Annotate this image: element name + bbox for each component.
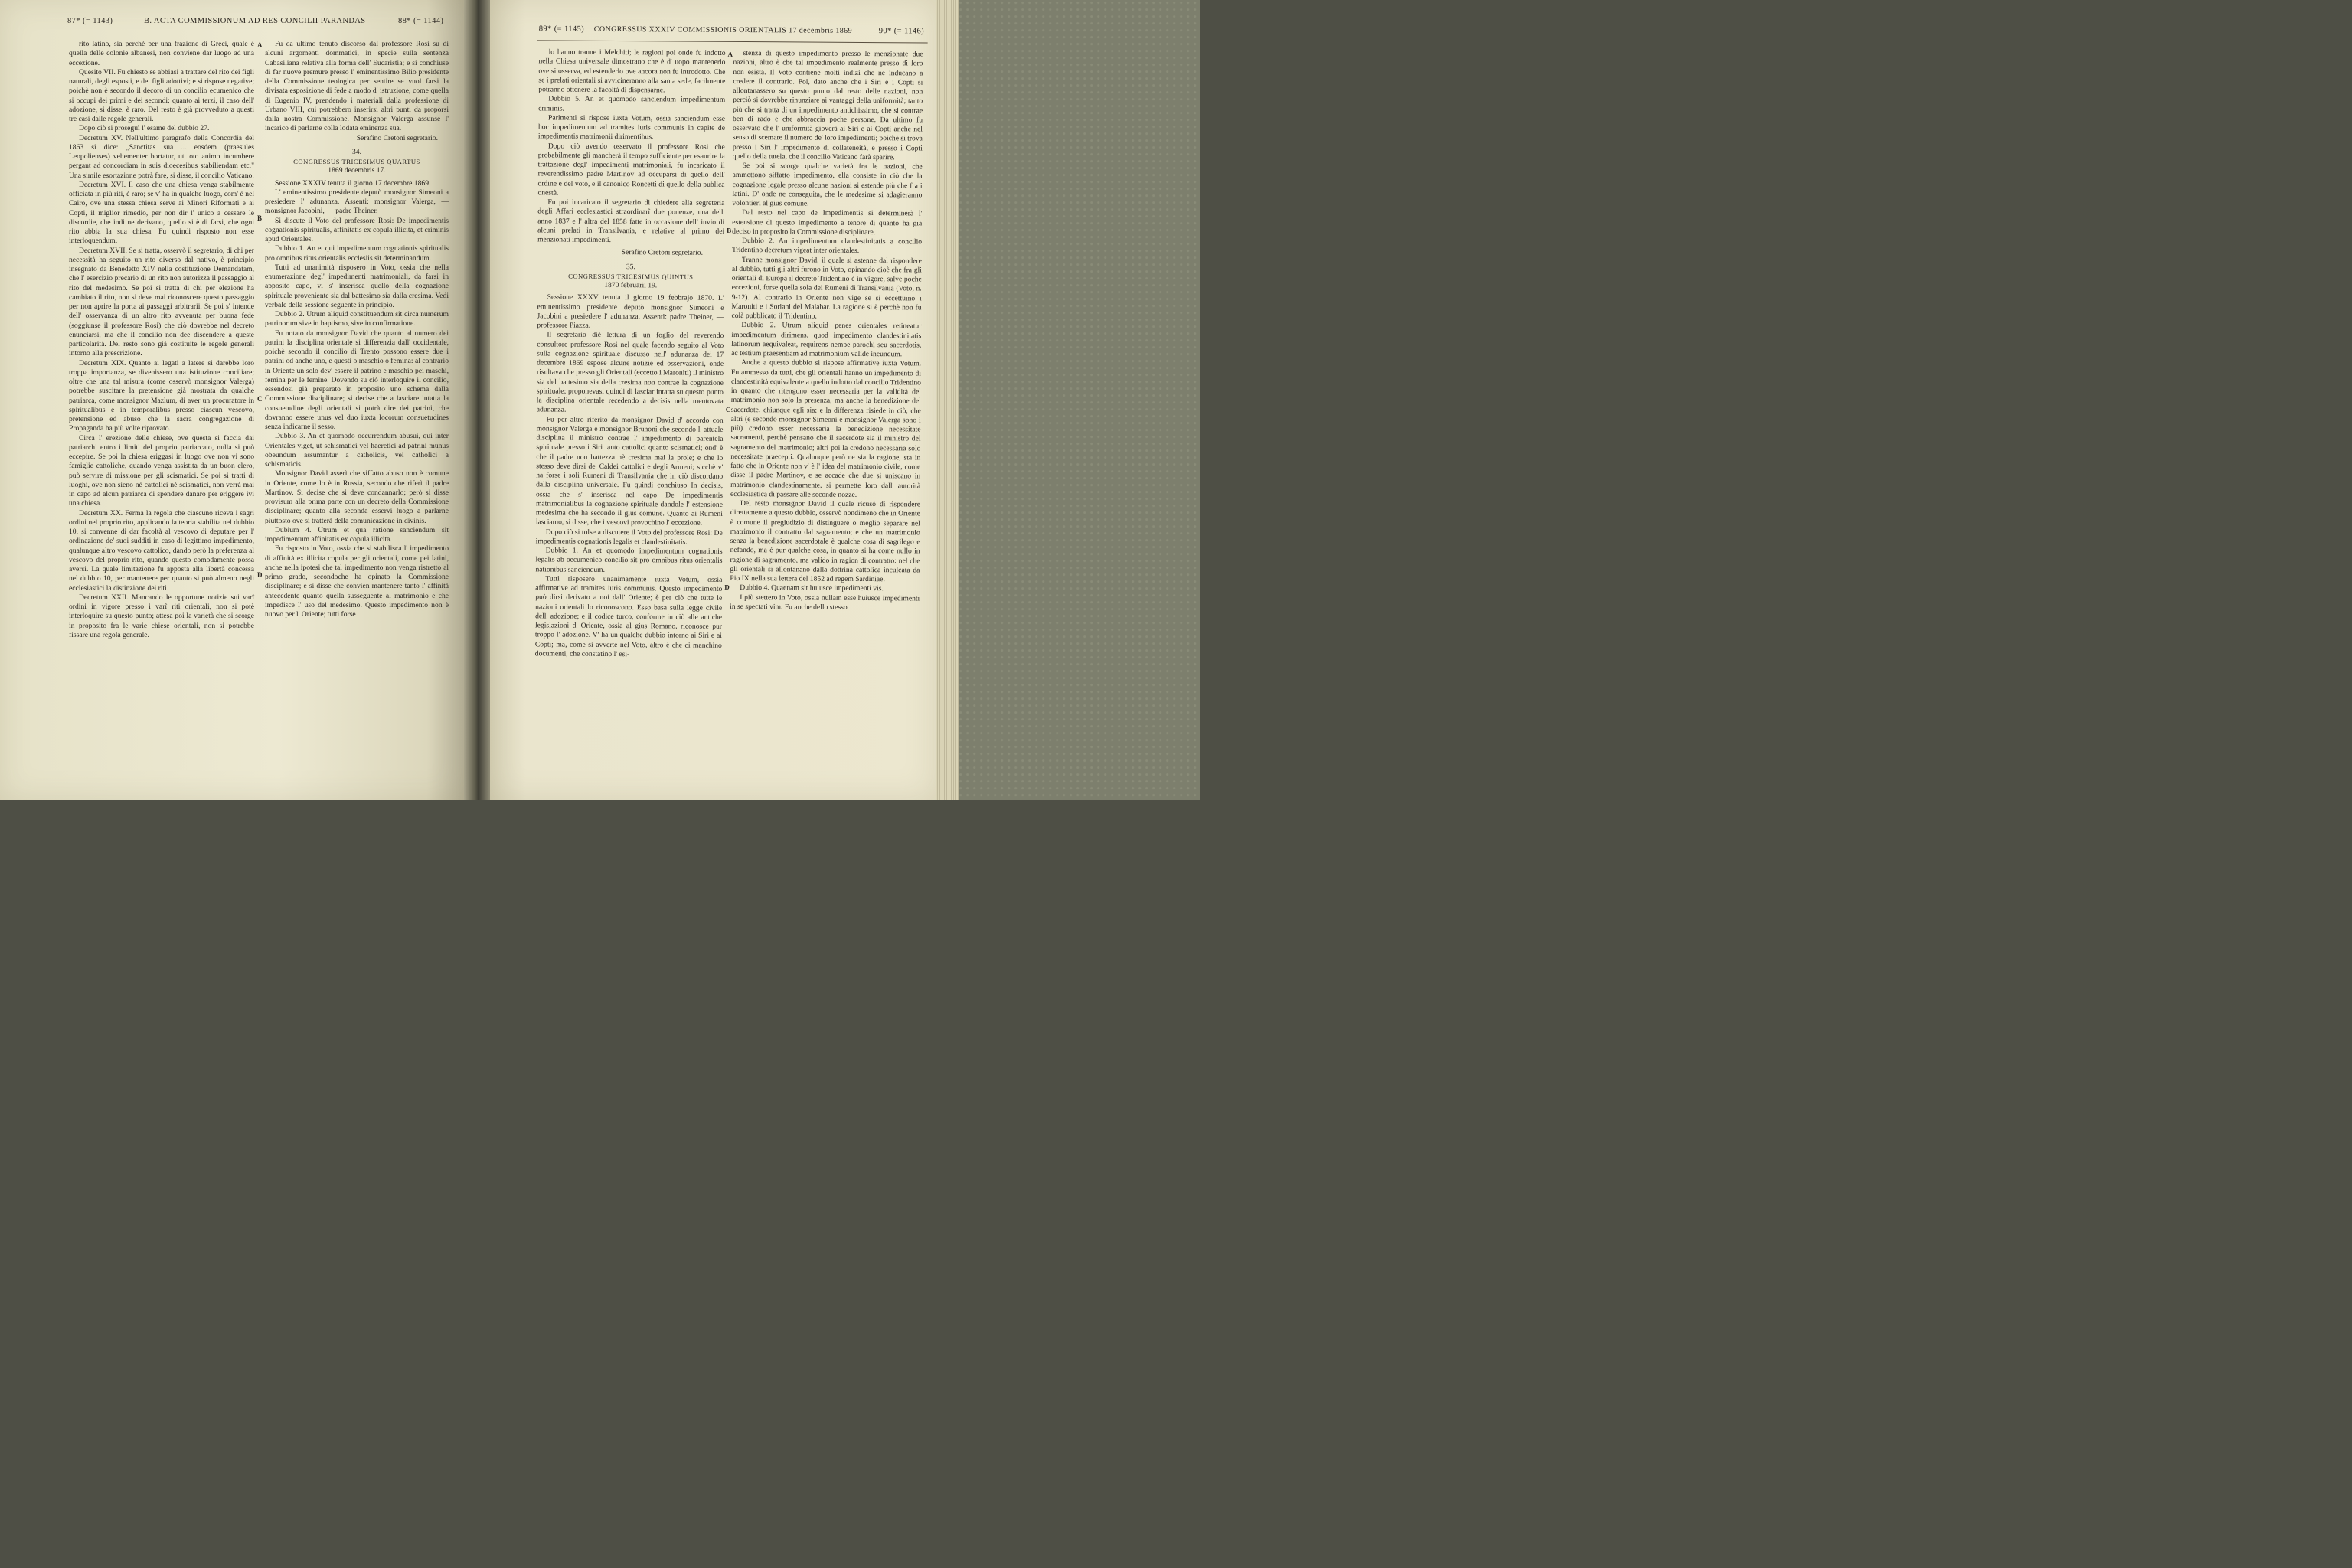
signature: Serafino Cretoni segretario. [621,248,704,257]
paragraph: L' eminentissimo presidente deputò monsignor Simeoni a presiedere l' adunanza. Assenti: monsignor Valerga, — monsignor Jacobini, — padre Theiner. [265,188,449,216]
session-title: CONGRESSUS TRICESIMUS QUINTUS [568,272,694,281]
paragraph: I più stettero in Voto, ossia nullam esse huiusce impedimenti in se spectati vim. Fu anche dello stesso [730,593,920,612]
paragraph: Fu risposto in Voto, ossia che si stabilisca l' impedimento di affinità ex illicita copula per gli orientali, come pei latini, anche nella ipotesi che tal impedimento non venga ristretto al primo grado, secondoche ha opinato la Commissione disciplinare; e si disse che convien mantenere tanto l' affinità antecedente quanto quella susseguente al matrimonio e che impedisce l' uso del medesimo. Questo impedimento non è nuovo per l' Oriente; tutti forse [265,544,449,619]
margin-letter-b: B [727,226,732,234]
margin-letter-a: A [257,41,263,49]
paragraph: rito latino, sia perchè per una frazione di Greci, quale è quella delle colonie albanesi, non conviene dar luogo ad una eccezione. [69,40,254,67]
paragraph: lo hanno tranne i Melchiti; le ragioni poi onde fu indotto nella Chiesa universale dimostrano che è d' uopo mantenerlo ove si osserva, ed estenderlo ove ancora non fu introdotto. Che se i prelati orientali si avvicineranno alla santa sede, facilmente potranno ottenere la facoltà di dispensarne. [538,47,726,95]
session-date: 1869 decembris 17. [328,166,386,175]
book-cover [959,0,1200,800]
page-edges [936,0,959,800]
paragraph: Sessione XXXV tenuta il giorno 19 febbrajo 1870. L' eminentissimo presidente deputò monsignor Simeoni e Jacobini a presiedere l' adunanza. Assenti: padre Theiner, — professore Piazza. [537,292,724,330]
paragraph: Anche a questo dubbio si rispose affirmative iuxta Votum. Fu ammesso da tutti, che gli orientali hanno un impedimento di clandestinità equivalente a quello indotto dal concilio Tridentino in quanto che ritengono esser necessaria per la validità del matrimonio non solo la presenza, ma anche la benedizione del sacerdote, chiunque egli sia; e la differenza risiede in ciò, che altri (e secondo monsignor Simeoni e monsignor Valerga sono i più) credono esser necessaria la benedizione necessitate sacramenti, perchè pensano che il sacerdote sia il ministro del sagramento del matrimonio; altri poi la credono necessaria solo necessitate praecepti. Qualunque però ne sia la ragione, sta in fatto che in Oriente non v' è l' idea del matrimonio civile, come disse il padre Martinov, e se accade che due si uniscano in matrimonio clandestinamente, si permette loro dall' autorità ecclesiastica di passare alle seconde nozze. [730,358,922,499]
margin-letter-c: C [257,395,263,403]
margin-letter-d: D [257,571,263,579]
paragraph: Fu da ultimo tenuto discorso dal professore Rosi su di alcuni argomenti dommatici, in specie sulla sentenza Cabasiliana relativa alla forma dell' Eucaristia; e si conchiuse di far nuove premure presso l' eminentissimo Bilio presidente della Commissione teologica per sentire se vuol farsi la divisata esposizione di fede a modo d' istruzione, come quella di Eugenio IV, prendendo i materiali dalla professione di Urbano VIII, cui potrebbero inserirsi altri punti da proporsi dalla nostra Commissione. Monsignor Valerga assunse l' incarico di parlarne colla lodata eminenza sua. [265,40,449,133]
paragraph: Dopo ciò si proseguì l' esame del dubbio 27. [79,124,210,133]
paragraph: Decretum XXII. Mancando le opportune notizie sui varî ordini in vigore presso i varî riti orientali, non si potè interloquire su questo punto; attesa poi la varietà che si scorge in proposito fra le varie chiese orientali, non si potrebbe fissare una regola generale. [69,593,254,639]
session-date: 1870 februarii 19. [604,280,658,290]
page-number-right: 90* (= 1146) [878,27,925,36]
paragraph: Circa l' erezione delle chiese, ove questa si faccia dai patriarchi entro i limiti del proprio patriarcato, nulla si può eccepire. Se poi la chiesa eriggasi in luogo ove non vi sono famiglie cattoliche, quando venga assistita da un buon clero, può servire di missione per gli scismatici. Se poi si tratti di luoghi, ove non sieno nè cattolici nè scismatici, non verrà mai in capo ad alcun patriarca di spendere danaro per eriggere ivi una chiesa. [69,433,254,508]
right-page [490,0,936,800]
left-column-1 [69,40,254,640]
paragraph: Si discute il Voto del professore Rosi: De impedimentis cognationis spiritualis, affinitatis ex copula illicita, et criminis apud Orientales. [265,216,449,243]
paragraph: Decretum XX. Ferma la regola che ciascuno riceva i sagri ordini nel proprio rito, applicando la teoria stabilita nel dubbio 10, si convenne di dar facoltà al vescovo di deputare per l' ordinazione de' suoi sudditi in caso di legittimo impedimento, qualunque altro vescovo cattolico, dando però la preferenza al vescovo del proprio rito, quando questo comodamente possa aversi. La quale limitazione fu apposta alla libertà concessa nel dubbio 10, per mantenere per quanto si può almeno negli ecclesiastici la distinzione dei riti. [69,508,254,593]
paragraph: Parimenti si rispose iuxta Votum, ossia sanciendum esse hoc impedimentum ad tramites iuris communis in capite de impedimentis matrimonii dirimentibus. [537,113,726,142]
paragraph: Dubbio 2. An impedimentum clandestinitatis a concilio Tridentino decretum vigeat inter orientales. [731,237,923,256]
paragraph: Fu poi incaricato il segretario di chiedere alla segreteria degli Affari ecclesiastici straordinarî due ponenze, una dell' anno 1837 e l' altra del 1858 fatte in occasione dell' invio di alcuni prelati in Transilvania, e relative al primo dei menzionati impedimenti. [537,198,725,244]
margin-letter-d: D [724,583,730,591]
left-column-2 [265,40,449,619]
page-number-left: 89* (= 1145) [538,24,585,34]
paragraph: Dopo ciò si tolse a discutere il Voto del professore Rosi: De impedimentis cognationis legalis et clandestinitatis. [535,527,723,547]
paragraph: Dubbio 2. Utrum aliquid constituendum sit circa numerum patrinorum sive in baptismo, sive in confirmatione. [265,310,449,328]
paragraph: Dubbio 5. An et quomodo sanciendum impedimentum criminis. [538,94,726,113]
paragraph: Sessione XXXIV tenuta il giorno 17 decembre 1869. [275,178,431,188]
page-number-right: 88* (= 1144) [398,17,444,25]
paragraph: Dubbio 1. An et qui impedimentum cognationis spiritualis pro omnibus ritus orientalis ecclesiis sit determinandum. [265,244,449,263]
paragraph: Decretum XV. Nell'ultimo paragrafo della Concordia del 1863 si dice: „Sanctitas sua ... eosdem (praesules Leopolienses) vehementer hortatur, ut toto animo incumbere pergant ad concordiam in suis dioecesibus stabiliendam etc." Una simile esortazione potrà fare, si disse, il concilio Vaticano. [69,133,254,180]
paragraph: Tutti ad unanimità risposero in Voto, ossia che nella enumerazione degl' impedimenti matrimoniali, da farsi in apposito capo, vi s' inserisca quello della cognazione spirituale proveniente sia dal battesimo sia dalla cresima. Vedi verbale della sessione seguente in principio. [265,263,449,309]
paragraph: Del resto monsignor David il quale ricusò di rispondere direttamente a questo dubbio, osservò nondimeno che in Oriente è comune il pregiudizio di distinguere o meglio separare nel matrimonio il contratto dal sagramento; e che un matrimonio senza la benedizione sacerdotale è qualche cosa di sagrilego e nefando, ma è pur qualche cosa, in quanto si ha come nullo in ragione di sagramento, ma valido in ragion di contratto: nel che gli orientali si allontanano dalla dottrina cattolica inculcata da Pio IX nella sua lettera del 1852 ad regem Sardiniae. [730,499,921,584]
paragraph: Dopo ciò avendo osservato il professore Rosi che probabilmente gli mancherà il tempo sufficiente per esaurire la trattazione degl' impedimenti matrimoniali, fu incaricato il reverendissimo padre Martinov ad occuparsi di quello dell' ordine e del voto, e il canonico Roncetti di quello della publica onestà. [537,141,725,198]
paragraph: Decretum XIX. Quanto ai legati a latere si darebbe loro troppa importanza, se divenissero una istituzione conciliare; oltre che una tal misura (come osservò monsignor Valerga) potrebbe suscitare la pretensione già mostrata da qualche patriarca, come monsignor Mazlum, di aver un procuratore in spiritualibus e in temporalibus presso ciascun vescovo, pretensione ed abuso che la sacra congregazione di Propaganda ha più volte riprovato. [69,358,254,433]
session-title: CONGRESSUS TRICESIMUS QUARTUS [293,158,420,165]
header-rule [537,40,928,43]
paragraph: Fu per altro riferito da monsignor David d' accordo con monsignor Valerga e monsignor Brunoni che secondo l' attuale disciplina il ministro contrae l' impedimento di parentela spirituale presso i Siri tanto cattolici quanto scismatici; ond' è che il padre non battezza nè cresima mai la prole; e che lo stesso deve dirsi de' Caldei cattolici e degli Armeni; sicchè v' ha forse i soli Rumeni di Transilvania che in ciò discordano dalla disciplina universale. Fu quindi conchiuso In decisis, ossia che s' inserisca nel capo De impedimentis matrimonialibus la cognazione spirituale dandole l' estensione medesima che ha secondo il gius comune. Quanto ai Rumeni lasciamo, si disse, che i vescovi provochino l' eccezione. [535,414,724,528]
paragraph: Monsignor David asserì che siffatto abuso non è comune in Oriente, come lo è in Russia, secondo che riferì il padre Martinov. Si decise che si deve condannarlo; però si disse provisum alla prima parte con un decreto della Commissione disciplinare; quanto alla seconda esservi luogo a parlarne piuttosto ove si tratterà della comunicazione in divinis. [265,469,449,525]
paragraph: Tranne monsignor David, il quale si astenne dal rispondere al dubbio, tutti gli altri furono in Voto, opinando cioè che fra gli orientali di Europa il decreto Tridentino è in vigore, salve poche eccezioni, forse quella sola dei Rumeni di Transilvania (Voto, n. 9-12). Al contrario in Oriente non vige se si eccettuino i Maroniti e i Soriani del Malabar. La ragione si è perchè non fu colà pubblicato il Tridentino. [731,255,922,321]
paragraph: Se poi si scorge qualche varietà fra le nazioni, che ammettono siffatto impedimento, ella consiste in ciò che la cognazione legale presso alcune nazioni si estende più che fra i latini. D' onde ne conseguita, che le medesime si adagieranno volontieri al gius comune. [732,162,923,208]
paragraph: Fu notato da monsignor David che quanto al numero dei patrini la disciplina orientale si differenzia dall' occidentale, poichè secondo il concilio di Trento possono essere due i patrini od anche uno, e questi o maschio o femina: al contrario in Oriente un solo dev' essere il patrino e maschio pei maschi, femina per le femine. Dovendo su ciò interloquire il concilio, essendosi già preparato in proposito uno schema dalla Commissione disciplinare; si decise che a lasciare intatta la consuetudine degli orientali si potrà dire dei patrini, che dovranno essere unus vel duo iuxta locorum consuetudines senza indicarne il sesso. [265,328,449,431]
paragraph: Dubbio 2. Utrum aliquid penes orientales retineatur impedimentum dirimens, quod impedimento clandestinitatis latinorum aequivaleat, requirens nempe parochi seu sacerdotis, ac testium praesentiam ad matrimonium valide ineundum. [731,321,922,359]
right-column-1 [535,47,726,659]
paragraph: Quesito VII. Fu chiesto se abbiasi a trattare del rito dei figli naturali, degli esposti, e dei figli adottivi; e si rispose negative; poichè non è secondo il decoro di un concilio ecumenico che si occupi dei primi e dei secondi; quanto ai terzi, il caso dell' adozione, si disse, è raro. Del resto è già provveduto a questi tre casi dalle regole generali. [69,67,254,123]
running-title-left: B. ACTA COMMISSIONUM AD RES CONCILII PARANDAS [144,17,366,25]
paragraph: Dal resto nel capo de Impedimentis si determinerà l' estensione di questo impedimento a tenore di quanto ha già deciso in proposito la Commissione disciplinare. [732,208,923,237]
paragraph: Il segretario diè lettura di un foglio del reverendo consultore professore Rosi nel quale facendo seguito al Voto sulla cognazione spirituale discusso nell' adunanza dei 17 decembre 1869 espose alcune notizie ed osservazioni, onde risultava che presso gli Orientali (eccetto i Maroniti) il ministro sia del battesimo sia della cresima non contrae la cognazione spirituale; proponevasi quindi di lasciar intatta su questo punto la disciplina orientale recedendo a decisis nella mentovata adunanza. [536,330,724,414]
session-number: 34. [352,147,361,156]
running-title-right: CONGRESSUS XXXIV COMMISSIONIS ORIENTALIS 17 decembris 1869 [593,24,853,35]
paragraph: Dubbio 3. An et quomodo occurrendum abusui, qui inter Orientales viget, ut schismatici vel haeretici ad patrini munus obeundum assumantur a catholicis, vel catholici a schismaticis. [265,432,449,469]
session-number: 35. [626,262,635,271]
left-page [0,0,464,800]
page-number-left: 87* (= 1143) [67,17,113,25]
book-gutter [464,0,490,800]
signature: Serafino Cretoni segretario. [356,133,438,142]
right-column-2 [727,49,923,613]
paragraph: Dubium 4. Utrum et qua ratione sanciendum sit impedimentum affinitatis ex copula illicita. [265,525,449,544]
paragraph: Decretum XVI. Il caso che una chiesa venga stabilmente officiata in più riti, è raro; se v' ha in qualche luogo, com' è nel Cairo, ove una stessa chiesa serve ai Minori Riformati e ai Copti, il miglior rimedio, per non dir l' unico a cessare le discordie, che indi ne derivano, quello si è di farsi, che ogni rito abbia la sua chiesa. Fu quindi risposto non esse interloquendum. [69,180,254,246]
paragraph: Decretum XVII. Se si tratta, osservò il segretario, di chi per necessità ha seguito un rito diverso dal nativo, è principio insegnato da Benedetto XIV nella costituzione Demandatam, che l' esercizio precario di un rito non autorizza il passaggio al rito del medesimo. Se poi si tratta di chi per elezione ha cambiato il rito, non si deve mai riconoscere questo passaggio per non aprire la porta ai passaggi arbitrarii. Se poi s' intende dell' osservanza di un altro rito avvenuta per buona fede (soggiunse il professore Rosi) che ciò dovrebbe nel decreto enunciarsi, ma che il concilio non dee discendere a queste particolarità. Del resto sono già costituite le regole generali intorno alla prescrizione. [69,246,254,358]
paragraph: Dubbio 1. An et quomodo impedimentum cognationis legalis ab oecumenico concilio sit pro omnibus ritus orientalis nationibus sanciendum. [535,546,723,574]
paragraph: Dubbio 4. Quaenam sit huiusce impedimenti vis. [740,583,884,593]
paragraph: Tutti risposero unanimamente iuxta Votum, ossia affirmative ad tramites iuris communis. Questo impedimento può dirsi derivato a noi dall' Oriente; è per ciò che tutte le nazioni orientali lo riconoscono. Esso basa sulla legge civile dell' adozione; e il codice turco, conforme in ciò alle antiche legislazioni d' Oriente, ossia al gius Romano, riconosce pur troppo l' adozione. V' ha un qualche dubbio intorno ai Siri e ai Copti; ma, come si avverte nel Voto, altro è che ci manchino documenti, che constatino l' esi- [534,574,723,658]
margin-letter-b: B [257,214,263,222]
paragraph: stenza di questo impedimento presso le menzionate due nazioni, altro è che tal impedimento realmente presso di loro non esista. Il Voto contiene molti indizi che ne inducano a credere il contrario. Poi, dato anche che i Siri e i Copti si allontanassero su questo punto dal resto delle nazioni, non perciò si dovrebbe rinunziare ai vantaggi della uniformità; tanto più che si tratta di un impedimento antichissimo, che si contrae ben di rado e che abbraccia poche persone. Da ultimo fu osservato che l' uniformità gioverà ai Siri e ai Copti anche nel senso di scemare il numero de' loro impedimenti; poichè si trova presso i Siri l' impedimento di collateneità, e presso i Copti quello della tutela, che il concilio Vaticano farà sparire. [732,49,923,162]
margin-letter-c: C [725,405,731,413]
margin-letter-a: A [727,50,733,58]
